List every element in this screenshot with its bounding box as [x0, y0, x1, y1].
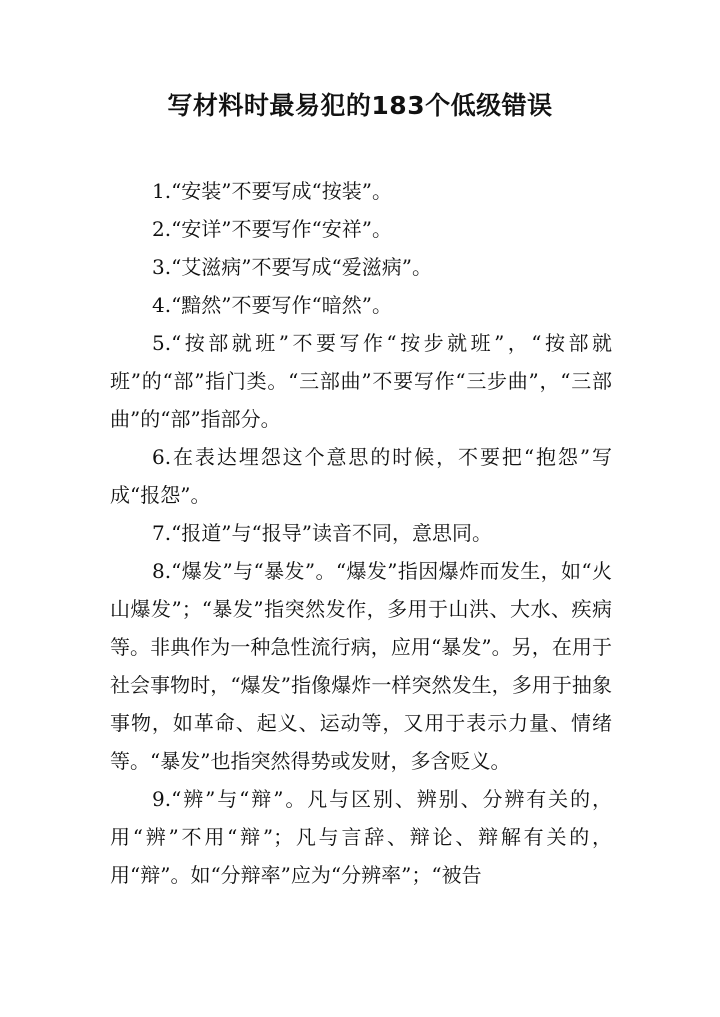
paragraph-3: 3.“艾滋病”不要写成“爱滋病”。	[152, 255, 432, 279]
paragraph-8: 8.“爆发”与“暴发”。“爆发”指因爆炸而发生，如“火山爆发”；“暴发”指突然发作，多用于山洪、大水、疾病等。非典作为一种急性流行病，应用“暴发”。另，在用于社会事物时，“爆发”指像爆炸一样突然发生，多用于抽象事物，如革命、起义、运动等，又用于表示力量、情绪等。“暴发”也指突然得势或发财，多含贬义。	[110, 559, 612, 773]
paragraph-2: 2.“安详”不要写作“安祥”。	[152, 217, 392, 241]
paragraph-5: 5.“按部就班”不要写作“按步就班”，“按部就班”的“部”指门类。“三部曲”不要写作“三步曲”，“三部曲”的“部”指部分。	[110, 331, 612, 431]
paragraph-7: 7.“报道”与“报导”读音不同，意思同。	[152, 521, 492, 545]
paragraph-6: 6.在表达埋怨这个意思的时候，不要把“抱怨”写成“报怨”。	[110, 445, 612, 507]
document-title: 写材料时最易犯的183个低级错误	[167, 91, 553, 120]
document-body	[110, 172, 612, 894]
paragraph-4: 4.“黯然”不要写作“暗然”。	[152, 293, 392, 317]
paragraph-1: 1.“安装”不要写成“按装”。	[152, 179, 392, 203]
paragraph-9: 9.“辨”与“辩”。凡与区别、辨别、分辨有关的，用“辨”不用“辩”；凡与言辞、辩论、辩解有关的，用“辩”。如“分辩率”应为“分辨率”；“被告	[110, 787, 612, 887]
